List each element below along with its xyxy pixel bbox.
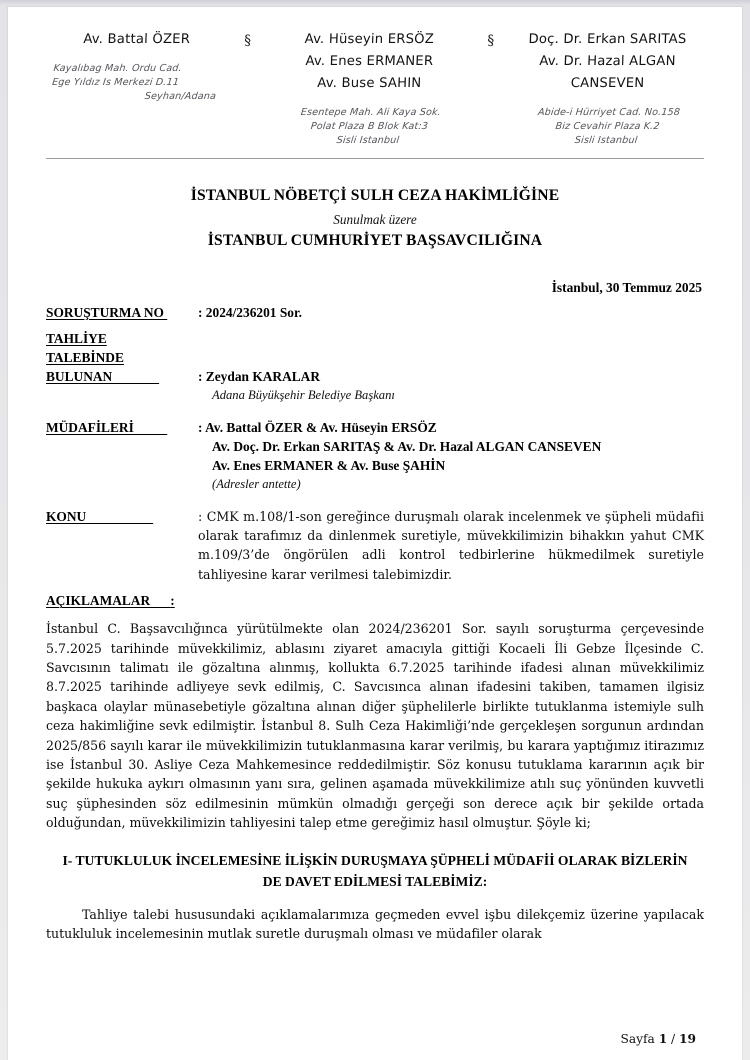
field-row-defense-attorneys-3 [46, 456, 704, 475]
address-line: Polat Plaza B Blok Kat:3 [310, 121, 429, 133]
field-label [46, 367, 198, 386]
field-label-text: TAHLİYE [46, 330, 107, 346]
attorney-name: Av. Enes ERMANER [305, 54, 434, 69]
address-note: (Adresler antette) [212, 476, 301, 491]
field-row-subject [46, 507, 704, 585]
defense-attorney-line: : Av. Battal ÖZER & Av. Hüseyin ERSÖZ [198, 419, 437, 435]
page-content [8, 7, 742, 1060]
letterhead-column-1 [46, 29, 227, 105]
spacer [46, 322, 704, 329]
office-address-2 [266, 106, 473, 149]
address-line: Seyhan/Adana [144, 91, 217, 103]
address-line: Sisli Istanbul [335, 135, 400, 147]
attorney-name: Av. Dr. Hazal ALGAN [539, 54, 676, 69]
attorney-name: Doç. Dr. Erkan SARITAS [528, 32, 687, 47]
footer-divider: / [667, 1032, 680, 1046]
field-label-colon: : [170, 593, 175, 609]
field-row-address-note [46, 475, 704, 494]
footer-current-page: 1 [658, 1032, 668, 1046]
attorney-name: Av. Battal ÖZER [83, 32, 191, 47]
submitted-via-office: İSTANBUL CUMHURİYET BAŞSAVCILIĞINA [207, 231, 543, 249]
letterhead [46, 7, 704, 159]
attorney-name: CANSEVEN [570, 76, 645, 91]
field-row-defense-attorneys [46, 418, 704, 437]
document-date: İstanbul, 30 Temmuz 2025 [551, 279, 702, 295]
address-line: Biz Cevahir Plaza K.2 [554, 121, 661, 133]
letterhead-column-2 [268, 29, 471, 149]
spacer [46, 494, 704, 507]
address-line: Esentepe Mah. Ali Kaya Sok. [300, 107, 442, 118]
field-label [46, 329, 198, 348]
field-value: : 2024/236201 Sor. [198, 304, 303, 320]
applicant-name: : Zeydan KARALAR [198, 368, 321, 384]
address-line: Sisli Istanbul [574, 135, 638, 147]
document-body-continued [46, 905, 704, 944]
submission-note: Sunulmak üzere [333, 211, 417, 227]
field-label-text: BULUNAN [46, 368, 160, 384]
office-address-3 [509, 106, 706, 149]
address-line: Ege Yıldız Is Merkezi D.11 [51, 77, 180, 89]
defense-attorney-line: Av. Enes ERMANER & Av. Buse ŞAHİN [212, 457, 446, 473]
footer-total-pages: 19 [679, 1032, 696, 1046]
field-row-explanations [46, 591, 704, 610]
field-label-text: MÜDAFİLERİ [46, 419, 168, 435]
field-row-investigation-number [46, 303, 704, 322]
field-row-applicant-title [46, 386, 704, 405]
body-paragraph-1: İstanbul C. Başsavcılığınca yürütülmekte olan 2024/236201 Sor. sayılı soruşturma çerçevesinde 5.7.2025 tarihinde müvekkilimiz, ablasını ziyaret amacıyla gittiği Kocaeli İli Gebze İlçesinde C. Savcısının talimatı ile gözaltına alınmış, kollukta 6.7.2025 tarihinde ifadesi alınan müvekkilimiz 8.7.2025 tarihinde adliyeye sevk edilmiş, C. Savcısınca alınan ifadesini takiben, tamamen ilgisiz başkaca olaylar münasebetiyle gözaltına alınan diğer şüphelilerle birlikte tutuklanma istemiyle sulh ceza hakimliğine sevk edilmiştir. İstanbul 8. Sulh Ceza Hakimliği’nde gerçekleşen sorgunun ardından 2025/856 sayılı karar ile müvekkilimizin tutuklanmasına karar verilmiş, bu karara yaptığımız itirazımız ise İstanbul 30. Asliye Ceza Mahkemesince reddedilmiştir. Söz konusu tutuklama kararının açık bir şekilde hukuka aykırı olmasının yanı sıra, gelinen aşamada müvekkilimize atılı suç yönünden kuvvetli suç şüphesinden söz edilmesinin mümkün olmadığı gerçeği son derece açık bir şekilde ortada olduğundan, müvekkilimizin tahliyesini talep etme gereğimiz hasıl olmuştur. Şöyle ki; [46, 621, 704, 831]
defense-attorney-line: Av. Doç. Dr. Erkan SARITAŞ & Av. Dr. Hazal ALGAN CANSEVEN [212, 438, 602, 454]
field-label-text: SORUŞTURMA NO [46, 304, 168, 320]
field-row-defense-attorneys-2 [46, 437, 704, 456]
case-fields [46, 303, 704, 611]
section-separator-icon: § [487, 33, 495, 49]
field-label [46, 591, 198, 610]
subject-text: : CMK m.108/1-son gereğince duruşmalı olarak incelenmek ve şüpheli müdafii olarak tarafımız da dinlenmek suretiyle, müvekkilimizin bihakkın yahut CMK m.109/3’de öngörülen adli kontrol tedbirlerine hükmedilmek suretiyle tahliyesine karar verilmesi talebimizdir. [198, 508, 704, 582]
field-row-release-request-2 [46, 348, 704, 367]
footer-prefix: Sayfa [620, 1032, 659, 1046]
court-addressee-block [46, 187, 704, 250]
document-body [46, 619, 704, 832]
section-heading-1: I- TUTUKLULUK İNCELEMESİNE İLİŞKİN DURUŞMAYA ŞÜPHELİ MÜDAFİİ OLARAK BİZLERİN DE DAVET EDİLMESİ TALEBİMİZ: [62, 852, 688, 889]
body-paragraph-2: Tahliye talebi hususundaki açıklamalarımıza geçmeden evvel işbu dilekçemiz üzerine yapılacak tutukluluk incelemesinin mutlak suretle duruşmalı olması ve müdafiler olarak [46, 906, 704, 942]
field-label-text: KONU [46, 508, 154, 524]
attorney-name: Av. Buse SAHIN [316, 76, 422, 91]
letterhead-row [46, 29, 704, 149]
attorney-name: Av. Hüseyin ERSÖZ [304, 32, 435, 47]
spacer [46, 584, 704, 591]
field-row-applicant [46, 367, 704, 386]
applicant-title: Adana Büyükşehir Belediye Başkanı [212, 387, 395, 402]
field-label [46, 418, 198, 437]
field-row-release-request-1 [46, 329, 704, 348]
address-line: Abide-i Hürriyet Cad. No.158 [537, 107, 681, 118]
spacer [46, 405, 704, 418]
field-label-text: TALEBİNDE [46, 349, 124, 365]
field-label [46, 507, 198, 526]
field-label [46, 303, 198, 322]
address-line: Kayalıbag Mah. Ordu Cad. [52, 63, 183, 74]
letterhead-column-3 [511, 29, 704, 149]
letterhead-divider [46, 158, 704, 159]
document-page [8, 7, 742, 1060]
office-address-1 [44, 62, 230, 105]
section-separator-icon: § [244, 33, 252, 49]
addressed-court: İSTANBUL NÖBETÇİ SULH CEZA HAKİMLİĞİNE [190, 186, 560, 204]
field-label-text: AÇIKLAMALAR [46, 593, 171, 609]
field-label [46, 348, 198, 367]
page-footer [621, 1032, 696, 1046]
